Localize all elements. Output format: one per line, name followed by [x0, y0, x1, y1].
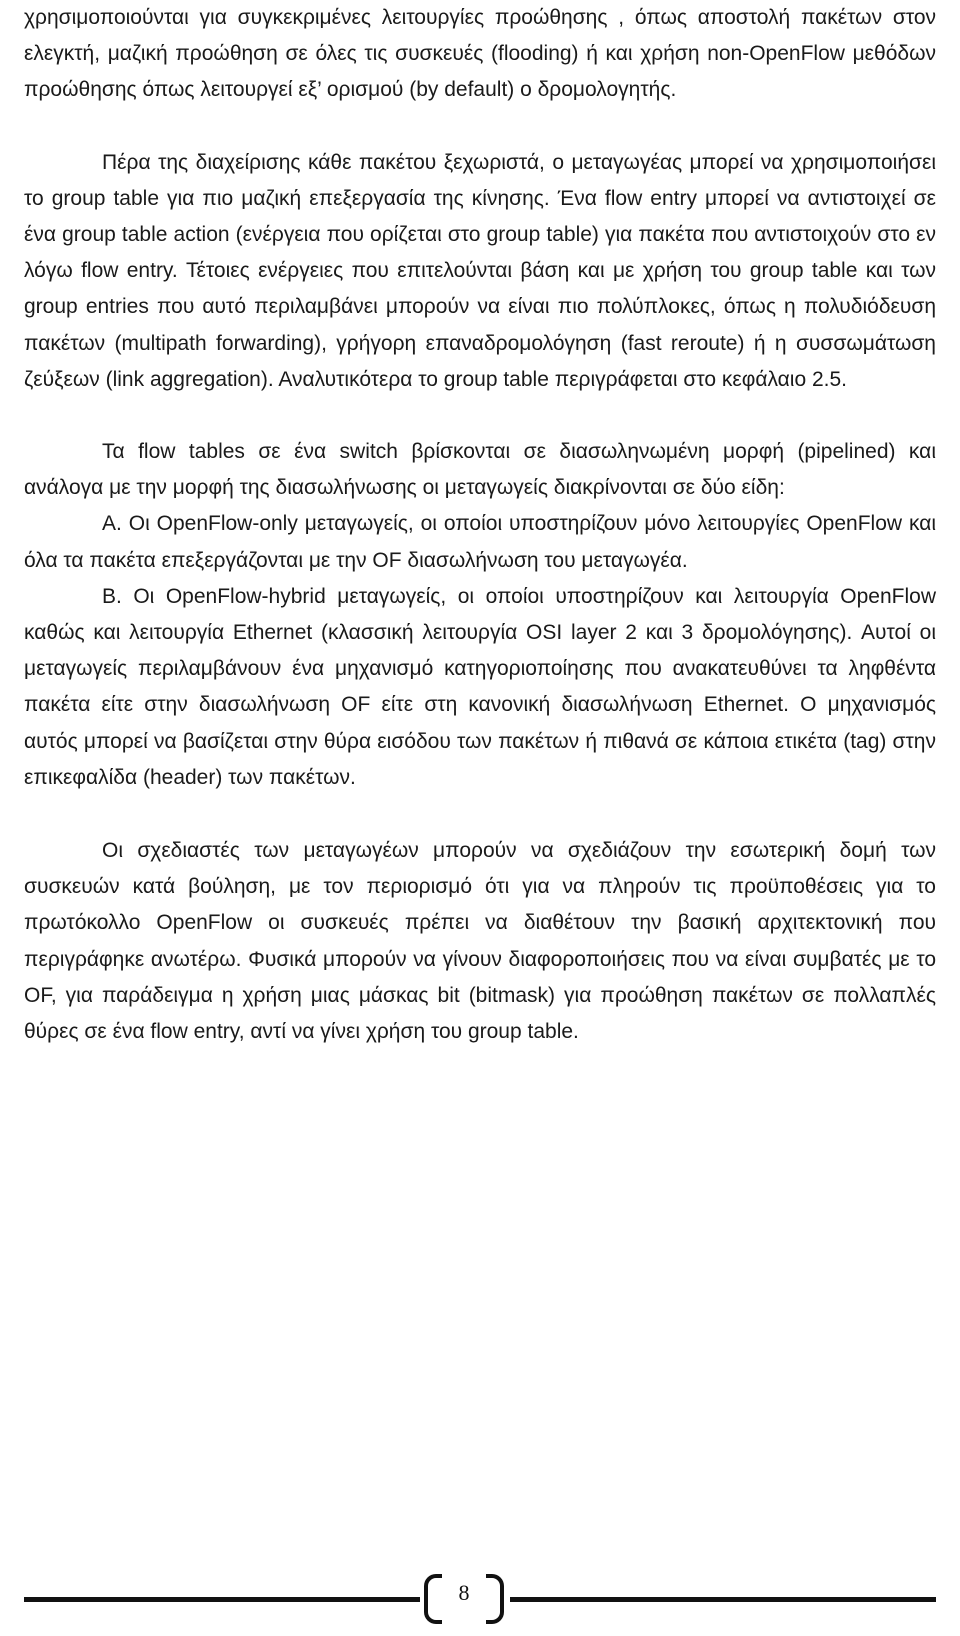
list-item-openflow-only: Α. Οι OpenFlow-only μεταγωγείς, οι οποίοι υποστηρίζουν μόνο λειτουργίες OpenFlow και όλα τα πακέτα επεξεργάζονται με την OF διασωλήνωση του μεταγωγέα. — [24, 512, 936, 572]
right-bracket-icon — [486, 1574, 504, 1624]
paragraph-continuation: χρησιμοποιούνται για συγκεκριμένες λειτουργίες προώθησης , όπως αποστολή πακέτων στον ελεγκτή, μαζική προώθηση σε όλες τις συσκευές (flooding) ή και χρήση non-OpenFlow μεθόδων προώθησης όπως λειτουργεί εξ’ ορισμού (by default) ο δρομολογητής. — [24, 6, 936, 102]
document-body — [24, 0, 936, 1050]
left-bracket-icon — [424, 1574, 442, 1624]
paragraph-switch-designers: Οι σχεδιαστές των μεταγωγέων μπορούν να σχεδιάζουν την εσωτερική δομή των συσκευών κατά βούληση, με τον περιορισμό ότι για να πληρούν τις προϋποθέσεις για το πρωτόκολλο OpenFlow οι συσκευές πρέπει να διαθέτουν την βασική αρχιτεκτονική που περιγράφηκε ανωτέρω. Φυσικά μπορούν να γίνουν διαφοροποιήσεις που να είναι συμβατές με το OF, για παράδειγμα η χρήση μιας μάσκας bit (bitmask) για προώθηση πακέτων σε πολλαπλές θύρες σε ένα flow entry, αντί να γίνει χρήση του group table. — [24, 839, 936, 1044]
list-item-openflow-hybrid: Β. Οι OpenFlow-hybrid μεταγωγείς, οι οποίοι υποστηρίζουν και λειτουργία OpenFlow καθώς και λειτουργία Ethernet (κλασσική λειτουργία OSI layer 2 και 3 δρομολόγησης). Αυτοί οι μεταγωγείς περιλαμβάνουν ένα μηχανισμό κατηγοριοποίησης που ανακατευθύνει τα ληφθέντα πακέτα είτε στην διασωλήνωση OF είτε στη κανονική διασωλήνωση Ethernet. Ο μηχανισμός αυτός μπορεί να βασίζεται στην θύρα εισόδου των πακέτων ή πιθανά σε κάποια ετικέτα (tag) στην επικεφαλίδα (header) των πακέτων. — [24, 584, 936, 789]
footer-rule-right — [510, 1597, 936, 1602]
page-number: 8 — [458, 1580, 470, 1605]
paragraph-flow-tables: Τα flow tables σε ένα switch βρίσκονται σε διασωληνωμένη μορφή (pipelined) και ανάλογα με την μορφή της διασωλήνωσης οι μεταγωγείς διακρίνονται σε δύο είδη: — [24, 440, 936, 500]
footer-rule-left — [24, 1597, 420, 1602]
page-footer — [0, 1576, 960, 1636]
paragraph-group-table: Πέρα της διαχείρισης κάθε πακέτου ξεχωριστά, ο μεταγωγέας μπορεί να χρησιμοποιήσει το group table για πιο μαζική επεξεργασία της κίνησης. Ένα flow entry μπορεί να αντιστοιχεί σε ένα group table action (ενέργεια που ορίζεται στο group table) για πακέτα που αντιστοιχούν στο εν λόγω flow entry. Τέτοιες ενέργειες που επιτελούνται βάση και με χρήση του group table και των group entries που αυτό περιλαμβάνει μπορούν να είναι πιο πολύπλοκες, όπως η πολυδιόδευση πακέτων (multipath forwarding), γρήγορη επαναδρομολόγηση (fast reroute) ή η συσσωμάτωση ζεύξεων (link aggregation). Αναλυτικότερα το group table περιγράφεται στο κεφάλαιο 2.5. — [24, 150, 936, 391]
